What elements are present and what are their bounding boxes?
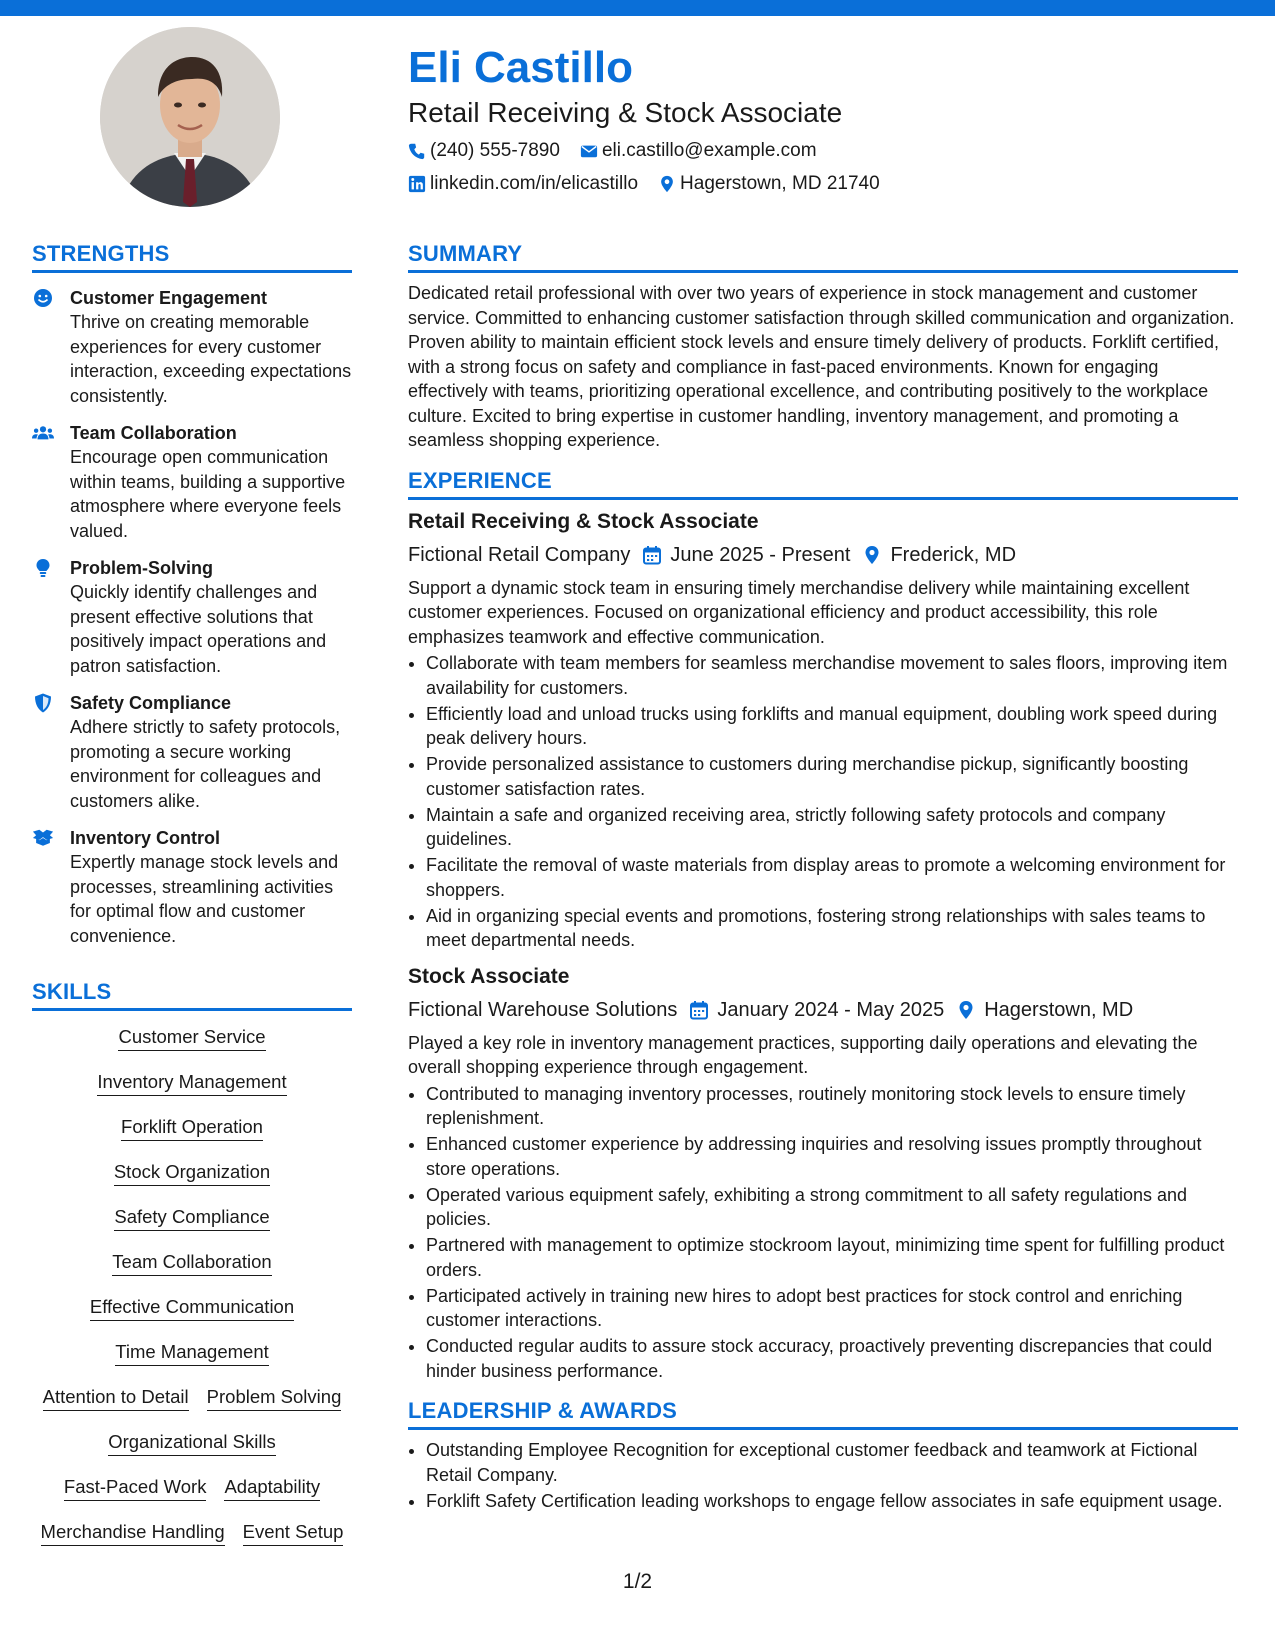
job-dates: January 2024 - May 2025 (717, 998, 945, 1021)
skill-row (32, 1430, 352, 1475)
job-title: Stock Associate (408, 964, 570, 988)
job-bullet: • Contributed to managing inventory processes, routinely monitoring stock levels to ensure timely replenishment. (426, 1082, 1238, 1131)
award-bullet: • Forklift Safety Certification leading workshops to engage fellow associates in safe equipment usage. (426, 1489, 1238, 1514)
job-dates: June 2025 - Present (670, 543, 851, 566)
skill-tag: Safety Compliance (114, 1205, 269, 1231)
skill-row (32, 1475, 352, 1520)
skill-tag: Merchandise Handling (41, 1520, 225, 1546)
experience-heading: EXPERIENCE (408, 467, 1238, 500)
phone-icon (408, 142, 426, 160)
job-meta (408, 997, 1238, 1023)
skill-row (32, 1250, 352, 1295)
job-entry (408, 963, 1238, 1384)
contact-phone (408, 139, 560, 163)
left-column (32, 240, 352, 1565)
strength-desc: Encourage open communication within teams, building a supportive atmosphere where everyone feels valued. (70, 447, 346, 541)
skill-tag: Problem Solving (207, 1385, 342, 1411)
lightbulb-icon (32, 558, 54, 578)
strength-title: Inventory Control (70, 828, 221, 848)
email-text: eli.castillo@example.com (601, 140, 817, 161)
awards-bullets (408, 1438, 1238, 1513)
profile-photo-illustration (100, 27, 280, 207)
strengths-heading: STRENGTHS (32, 240, 352, 273)
skill-tag: Forklift Operation (121, 1115, 263, 1141)
job-title: Retail Receiving & Stock Associate (408, 509, 759, 533)
awards-heading: LEADERSHIP & AWARDS (408, 1397, 1238, 1430)
strength-title: Problem-Solving (70, 558, 214, 578)
profile-photo (100, 27, 280, 207)
summary-heading: SUMMARY (408, 240, 1238, 273)
strength-desc: Quickly identify challenges and present effective solutions that positively impact operations and patron satisfaction. (70, 582, 327, 676)
map-pin-icon (956, 1000, 976, 1020)
skill-row (32, 1160, 352, 1205)
linkedin-icon (408, 175, 426, 193)
job-location: Hagerstown, MD (984, 998, 1134, 1021)
calendar-icon (642, 545, 662, 565)
skill-tag: Inventory Management (97, 1070, 286, 1096)
candidate-name: Eli Castillo (408, 43, 633, 92)
skill-row (32, 1070, 352, 1115)
job-description: Played a key role in inventory management practices, supporting daily operations and elevating the overall shopping experience through engagement. (408, 1032, 1198, 1077)
skill-row (32, 1385, 352, 1430)
skill-row (32, 1340, 352, 1385)
job-bullet: • Enhanced customer experience by addressing inquiries and resolving issues promptly throughout store operations. (426, 1132, 1238, 1181)
users-icon (32, 423, 54, 443)
summary-text: Dedicated retail professional with over two years of experience in stock management and customer service. Committed to enhancing customer satisfaction through skilled communication and organization. Proven ability to maintain efficient stock levels and ensure timely delivery of products. Forklift certified, with a strong focus on safety and compliance in fast-paced environments. Known for engaging effectively with teams, prioritizing operational excellence, and contributing positively to the workplace culture. Excited to bring expertise in customer handling, inventory management, and promoting a seamless shopping experience. (408, 283, 1235, 450)
job-bullet: • Participated actively in training new hires to adopt best practices for stock control and enriching customer interactions. (426, 1284, 1238, 1333)
contact-email (580, 139, 817, 163)
top-accent-bar (0, 0, 1275, 16)
job-bullet: • Provide personalized assistance to customers during merchandise pickup, significantly boosting customer satisfaction rates. (426, 752, 1238, 801)
skill-row (32, 1520, 352, 1565)
contact-linkedin (408, 172, 638, 196)
skill-tag: Fast-Paced Work (64, 1475, 207, 1501)
strength-title: Safety Compliance (70, 693, 232, 713)
skill-tag: Event Setup (243, 1520, 344, 1546)
job-company: Fictional Retail Company (408, 543, 631, 566)
job-company: Fictional Warehouse Solutions (408, 998, 678, 1021)
award-bullet: • Outstanding Employee Recognition for exceptional customer feedback and teamwork at Fictional Retail Company. (426, 1438, 1238, 1487)
job-bullet: • Maintain a safe and organized receiving area, strictly following safety protocols and company guidelines. (426, 803, 1238, 852)
strength-item (32, 691, 352, 813)
job-bullet: • Conducted regular audits to assure stock accuracy, proactively preventing discrepancies that could hinder business performance. (426, 1334, 1238, 1383)
skill-tag: Attention to Detail (43, 1385, 189, 1411)
contact-location (658, 172, 880, 196)
strength-item (32, 421, 352, 543)
strength-title: Customer Engagement (70, 288, 268, 308)
job-bullets (408, 651, 1238, 953)
strength-item (32, 556, 352, 678)
strength-desc: Expertly manage stock levels and processes, streamlining activities for optimal flow and customer convenience. (70, 852, 339, 946)
strength-desc: Adhere strictly to safety protocols, promoting a secure working environment for colleagues and customers alike. (70, 717, 341, 811)
job-description: Support a dynamic stock team in ensuring timely merchandise delivery while maintaining excellent customer experiences. Focused on organizational efficiency and product accessibility, this role emphasizes teamwork and effective communication. (408, 577, 1190, 647)
skills-list (32, 1025, 352, 1565)
job-bullet: • Partnered with management to optimize stockroom layout, minimizing time spent for fulfilling product orders. (426, 1233, 1238, 1282)
skill-row (32, 1025, 352, 1070)
phone-text: (240) 555-7890 (430, 140, 560, 161)
map-pin-icon (658, 175, 676, 193)
skill-tag: Adaptability (224, 1475, 320, 1501)
smile-icon (32, 288, 54, 308)
resume-header (408, 42, 1238, 196)
job-entry (408, 508, 1238, 953)
boxes-icon (32, 828, 54, 848)
calendar-icon (689, 1000, 709, 1020)
linkedin-text: linkedin.com/in/elicastillo (430, 173, 639, 194)
skill-tag: Time Management (115, 1340, 269, 1366)
skill-tag: Organizational Skills (108, 1430, 276, 1456)
skill-tag: Customer Service (118, 1025, 265, 1051)
strength-item (32, 286, 352, 408)
map-pin-icon (862, 545, 882, 565)
envelope-icon (580, 142, 598, 160)
right-column (408, 240, 1238, 1515)
skill-row (32, 1115, 352, 1160)
job-bullet: • Efficiently load and unload trucks using forklifts and manual equipment, doubling work speed during peak delivery hours. (426, 702, 1238, 751)
skill-tag: Stock Organization (114, 1160, 270, 1186)
job-bullets (408, 1082, 1238, 1384)
skill-tag: Team Collaboration (112, 1250, 271, 1276)
contact-row-1 (408, 139, 1238, 163)
job-location: Frederick, MD (890, 543, 1017, 566)
location-text: Hagerstown, MD 21740 (680, 173, 880, 194)
job-bullet: • Operated various equipment safely, exhibiting a strong commitment to all safety regulations and policies. (426, 1183, 1238, 1232)
job-meta (408, 542, 1238, 568)
job-bullet: • Facilitate the removal of waste materials from display areas to promote a welcoming environment for shoppers. (426, 853, 1238, 902)
shield-icon (32, 693, 54, 713)
job-bullet: • Aid in organizing special events and promotions, fostering strong relationships with sales teams to meet departmental needs. (426, 904, 1238, 953)
skills-heading: SKILLS (32, 978, 352, 1011)
skill-row (32, 1205, 352, 1250)
skill-tag: Effective Communication (90, 1295, 294, 1321)
contact-row-2 (408, 172, 1238, 196)
candidate-role: Retail Receiving & Stock Associate (408, 97, 843, 128)
strength-item (32, 826, 352, 948)
page-number: 1/2 (622, 1570, 653, 1593)
skill-row (32, 1295, 352, 1340)
strength-title: Team Collaboration (70, 423, 237, 443)
job-bullet: • Collaborate with team members for seamless merchandise movement to sales floors, improving item availability for customers. (426, 651, 1238, 700)
strength-desc: Thrive on creating memorable experiences for every customer interaction, exceeding expectations consistently. (70, 312, 352, 406)
